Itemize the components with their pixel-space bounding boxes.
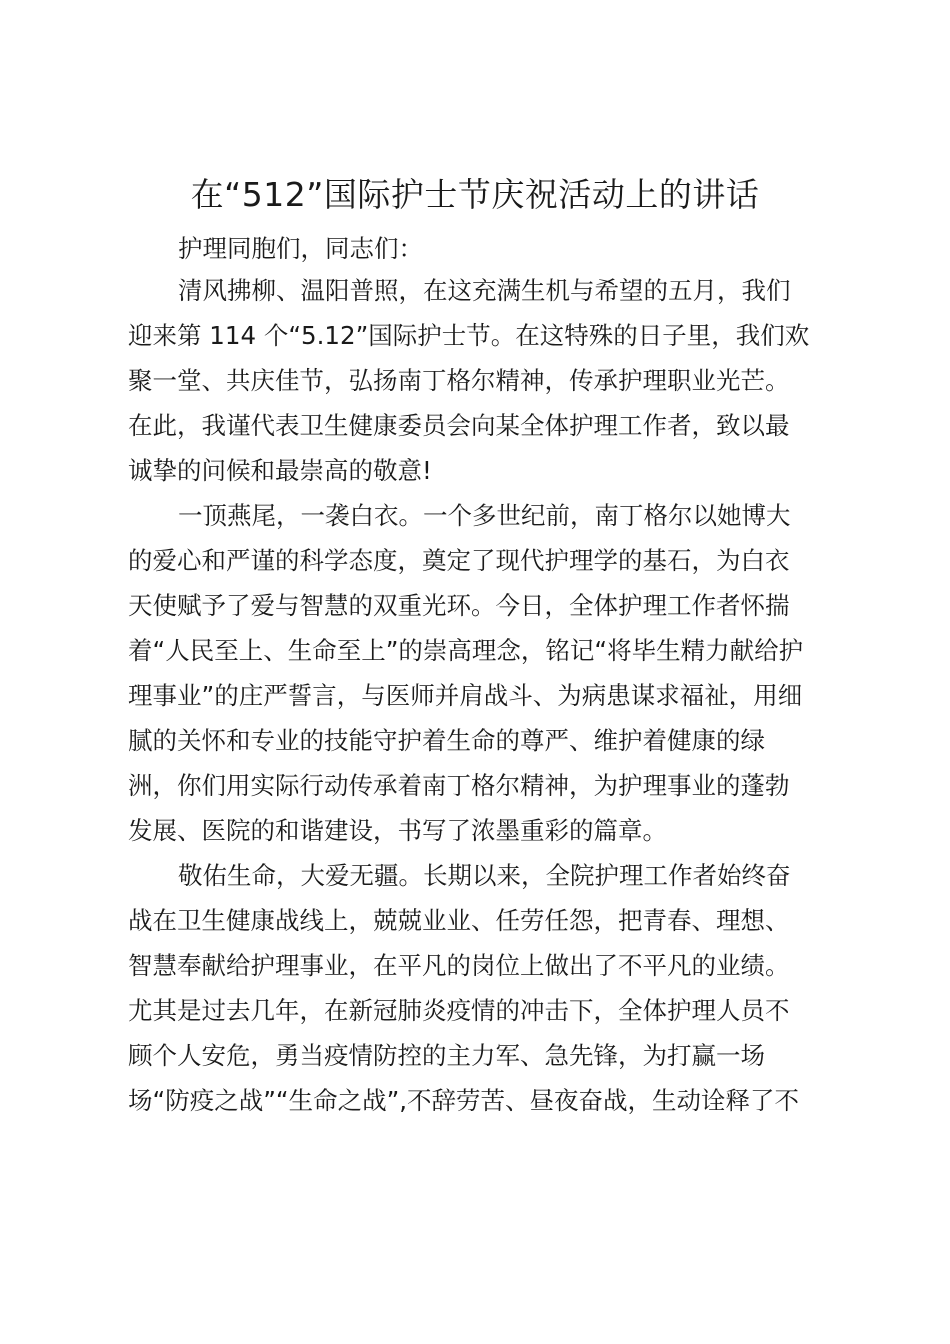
paragraph-line: 腻的关怀和专业的技能守护着生命的尊严、维护着健康的绿 <box>128 726 765 755</box>
paragraph-line: 在此，我谨代表卫生健康委员会向某全体护理工作者，致以最 <box>128 411 790 440</box>
paragraph-line: 智慧奉献给护理事业，在平凡的岗位上做出了不平凡的业绩。 <box>128 951 790 980</box>
paragraph-line: 发展、医院的和谐建设，书写了浓墨重彩的篇章。 <box>128 816 667 845</box>
paragraph-line: 理事业”的庄严誓言，与医师并肩战斗、为病患谋求福祉，用细 <box>128 681 803 710</box>
paragraph-line: 场“防疫之战”“生命之战”,不辞劳苦、昼夜奋战，生动诠释了不 <box>128 1086 800 1115</box>
paragraph-line: 聚一堂、共庆佳节，弘扬南丁格尔精神，传承护理职业光芒。 <box>128 366 790 395</box>
document-title: 在“512”国际护士节庆祝活动上的讲话 <box>190 175 760 214</box>
paragraph-line: 一顶燕尾，一袭白衣。一个多世纪前，南丁格尔以她博大 <box>178 501 791 530</box>
paragraph-line: 顾个人安危，勇当疫情防控的主力军、急先锋，为打赢一场 <box>128 1041 765 1070</box>
paragraph-line: 清风拂柳、温阳普照，在这充满生机与希望的五月，我们 <box>178 276 791 305</box>
paragraph-line: 战在卫生健康战线上，兢兢业业、任劳任怨，把青春、理想、 <box>128 906 790 935</box>
paragraph-line: 的爱心和严谨的科学态度，奠定了现代护理学的基石，为白衣 <box>128 546 790 575</box>
paragraph-line: 天使赋予了爱与智慧的双重光环。今日，全体护理工作者怀揣 <box>128 591 790 620</box>
paragraph-line: 着“人民至上、生命至上”的崇高理念，铭记“将毕生精力献给护 <box>128 636 804 665</box>
paragraph-line: 诚挚的问候和最崇高的敬意! <box>128 456 432 485</box>
paragraph-line: 尤其是过去几年，在新冠肺炎疫情的冲击下，全体护理人员不 <box>128 996 790 1025</box>
paragraph-line: 迎来第 114 个“5.12”国际护士节。在这特殊的日子里，我们欢 <box>128 321 810 350</box>
salutation-line: 护理同胞们，同志们： <box>178 234 423 263</box>
paragraph-line: 洲，你们用实际行动传承着南丁格尔精神，为护理事业的蓬勃 <box>128 771 790 800</box>
paragraph-line: 敬佑生命，大爱无疆。长期以来，全院护理工作者始终奋 <box>178 861 791 890</box>
